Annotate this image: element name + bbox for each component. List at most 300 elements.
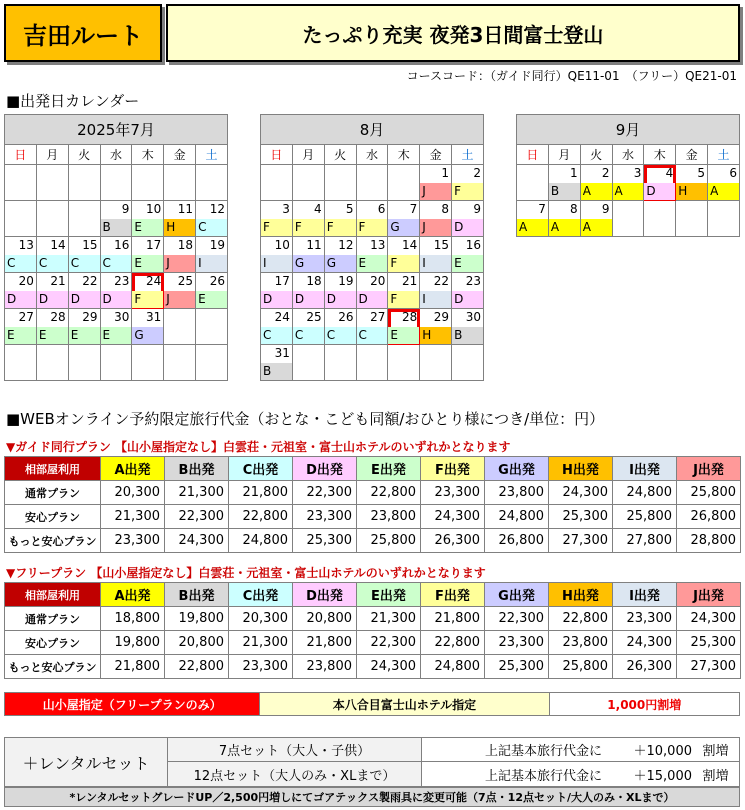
calendar-day[interactable] [132, 309, 164, 345]
price-cell: 24,800 [613, 481, 677, 505]
day-number: 3 [633, 166, 642, 180]
day-number: 11 [306, 238, 322, 252]
departure-code: D [101, 291, 132, 308]
calendar-day [68, 201, 100, 237]
price-cell: 25,800 [549, 655, 613, 679]
calendar-day[interactable] [100, 309, 132, 345]
day-number: 4 [314, 202, 322, 216]
day-number: 22 [433, 274, 450, 288]
departure-code: B [261, 363, 292, 380]
calendar-day [5, 165, 37, 201]
calendar-day [196, 345, 228, 381]
weekday-label: 水 [612, 145, 644, 165]
day-number: 12 [338, 238, 354, 252]
calendar-day[interactable] [517, 201, 549, 237]
day-number: 17 [145, 238, 162, 252]
day-number: 5 [345, 202, 354, 216]
day-number: 2 [473, 166, 481, 180]
departure-code-header: A出発 [101, 583, 165, 607]
calendar-day[interactable] [164, 273, 196, 309]
calendar-day[interactable] [261, 345, 293, 381]
price-cell: 24,800 [229, 529, 293, 553]
price-cell: 23,800 [485, 481, 549, 505]
calendar-day[interactable] [580, 201, 612, 237]
day-number: 27 [18, 310, 34, 324]
day-number: 30 [114, 310, 130, 324]
price-cell: 23,300 [101, 529, 165, 553]
departure-code-header: E出発 [357, 583, 421, 607]
departure-code: D [69, 291, 100, 308]
departure-code: C [261, 327, 292, 344]
calendar-day[interactable] [261, 201, 293, 237]
day-number: 31 [274, 346, 290, 360]
departure-code: F [357, 219, 388, 236]
weekday-label: 日 [5, 145, 37, 165]
day-number: 9 [601, 202, 610, 216]
calendar-day [196, 309, 228, 345]
departure-code: F [325, 219, 356, 236]
departure-code-header: I出発 [613, 583, 677, 607]
calendar-day [132, 165, 164, 201]
hut-option-row [4, 692, 740, 716]
rental-suffix: 割増 [702, 768, 729, 784]
day-number: 28 [50, 310, 66, 324]
day-number: 25 [177, 274, 194, 288]
calendar-day[interactable] [420, 309, 452, 345]
price-cell: 19,800 [101, 631, 165, 655]
departure-code-header: B出発 [165, 457, 229, 481]
price-cell: 21,800 [421, 607, 485, 631]
price-cell: 20,300 [229, 607, 293, 631]
day-number: 14 [401, 238, 418, 252]
price-cell: 21,800 [229, 481, 293, 505]
hut-hotel-name: 本八合目富士山ホテル指定 [260, 693, 549, 715]
departure-code: J [164, 291, 195, 308]
price-cell: 26,300 [421, 529, 485, 553]
price-cell: 21,300 [101, 505, 165, 529]
calendar-day[interactable] [261, 237, 293, 273]
departure-code: H [676, 183, 707, 200]
calendar-day[interactable] [356, 201, 388, 237]
price-cell: 23,300 [293, 505, 357, 529]
rental-set-label: ＋レンタルセット [5, 738, 168, 786]
price-row [5, 529, 741, 553]
departure-code: F [132, 291, 163, 308]
calendar-day[interactable] [132, 237, 164, 273]
day-number: 13 [18, 238, 34, 252]
departure-code: F [388, 255, 419, 272]
departure-code-header: G出発 [485, 583, 549, 607]
calendar-month [260, 114, 484, 381]
calendar-day[interactable] [356, 237, 388, 273]
departure-code: C [196, 219, 227, 236]
day-number: 18 [177, 238, 194, 252]
price-cell: 24,300 [357, 655, 421, 679]
calendar-day[interactable] [196, 201, 228, 237]
calendar-day[interactable] [5, 309, 37, 345]
day-number: 12 [209, 202, 225, 216]
departure-code-header: C出発 [229, 457, 293, 481]
calendar-day[interactable] [292, 273, 324, 309]
calendar-day[interactable] [420, 273, 452, 309]
calendar-day [676, 201, 708, 237]
calendar-day[interactable] [612, 165, 644, 201]
departure-code-header: B出発 [165, 583, 229, 607]
calendar-day [164, 345, 196, 381]
departure-code: E [132, 219, 163, 236]
weekday-label: 火 [68, 145, 100, 165]
calendar-day[interactable] [644, 165, 676, 201]
day-number: 27 [370, 310, 386, 324]
day-number: 15 [82, 238, 98, 252]
weekday-label: 日 [261, 145, 293, 165]
day-number: 4 [665, 166, 674, 180]
price-cell: 21,800 [101, 655, 165, 679]
price-cell: 26,800 [677, 505, 741, 529]
departure-code: C [325, 327, 356, 344]
departure-code-header: J出発 [677, 457, 741, 481]
calendar-day [324, 165, 356, 201]
price-row [5, 655, 741, 679]
price-row [5, 505, 741, 529]
free-price-table [4, 582, 741, 679]
price-cell: 27,300 [677, 655, 741, 679]
departure-code: D [452, 219, 483, 236]
calendar-day[interactable] [68, 237, 100, 273]
departure-code-header: J出発 [677, 583, 741, 607]
calendar-day [36, 165, 68, 201]
calendar-month-title: 2025年7月 [5, 115, 228, 145]
course-code: コースコード：（ガイド同行）QE11-01 （フリー）QE21-01 [406, 69, 737, 83]
price-cell: 24,300 [165, 529, 229, 553]
price-row [5, 631, 741, 655]
calendar-day[interactable] [388, 201, 420, 237]
departure-code: D [5, 291, 36, 308]
weekday-label: 木 [132, 145, 164, 165]
day-number: 25 [306, 310, 322, 324]
departure-code-header: F出発 [421, 583, 485, 607]
plan-label: 通常プラン [5, 607, 101, 631]
price-cell: 22,800 [421, 631, 485, 655]
calendar-day[interactable] [420, 165, 452, 201]
weekday-label: 水 [356, 145, 388, 165]
calendar-day[interactable] [676, 165, 708, 201]
weekday-label: 土 [708, 145, 740, 165]
departure-code: E [5, 327, 36, 344]
price-cell: 22,300 [165, 505, 229, 529]
departure-code-header: D出発 [293, 457, 357, 481]
day-number: 2 [601, 166, 610, 180]
calendar-day[interactable] [452, 201, 484, 237]
price-cell: 24,300 [421, 505, 485, 529]
departure-code: E [69, 327, 100, 344]
price-cell: 24,300 [677, 607, 741, 631]
departure-code: D [293, 291, 324, 308]
calendar-day [420, 345, 452, 381]
weekday-label: 金 [164, 145, 196, 165]
departure-code: B [452, 327, 483, 344]
calendar-day[interactable] [196, 237, 228, 273]
price-cell: 25,300 [485, 655, 549, 679]
calendar-day[interactable] [5, 273, 37, 309]
departure-code: F [293, 219, 324, 236]
departure-code: C [37, 255, 68, 272]
departure-code: A [581, 219, 612, 236]
day-number: 17 [274, 274, 290, 288]
calendar-day[interactable] [388, 273, 420, 309]
price-section-title: ■WEBオンライン予約限定旅行代金（おとな・こども同額/おひとり様につき/単位：円） [6, 410, 605, 428]
calendar-day[interactable] [36, 309, 68, 345]
calendar-day[interactable] [292, 309, 324, 345]
departure-code: E [196, 291, 227, 308]
calendar-day [356, 345, 388, 381]
calendar-day [100, 165, 132, 201]
calendar-month [516, 114, 740, 237]
departure-code: F [388, 291, 419, 308]
departure-code: J [420, 219, 451, 236]
calendar-day[interactable] [132, 273, 164, 309]
day-number: 26 [209, 274, 225, 288]
departure-code: E [101, 327, 132, 344]
departure-code: A [708, 183, 739, 200]
calendar-day[interactable] [68, 273, 100, 309]
departure-code-header: I出発 [613, 457, 677, 481]
price-cell: 22,300 [485, 607, 549, 631]
calendar-day[interactable] [5, 237, 37, 273]
price-cell: 25,800 [613, 505, 677, 529]
calendar-month-title: 9月 [517, 115, 740, 145]
day-number: 1 [570, 166, 578, 180]
departure-code: F [261, 219, 292, 236]
day-number: 22 [82, 274, 98, 288]
departure-code: J [420, 183, 451, 200]
calendar-day[interactable] [452, 273, 484, 309]
departure-code: E [357, 255, 388, 272]
departure-code: D [452, 291, 483, 308]
calendar-day[interactable] [708, 165, 740, 201]
price-cell: 24,800 [421, 655, 485, 679]
price-cell: 22,800 [357, 481, 421, 505]
calendar-day [132, 345, 164, 381]
calendar-day[interactable] [261, 309, 293, 345]
price-cell: 23,300 [485, 631, 549, 655]
departure-code: E [132, 255, 163, 272]
calendar-day [164, 165, 196, 201]
calendar-day[interactable] [452, 237, 484, 273]
day-number: 6 [729, 166, 737, 180]
calendar-day [292, 165, 324, 201]
calendar-day [644, 201, 676, 237]
calendar-day[interactable] [292, 237, 324, 273]
departure-code: G [132, 327, 163, 344]
price-row [5, 481, 741, 505]
calendar-day [388, 165, 420, 201]
calendar-day [708, 201, 740, 237]
calendar-day [196, 165, 228, 201]
departure-code: J [164, 255, 195, 272]
weekday-label: 金 [676, 145, 708, 165]
departure-code: I [420, 255, 451, 272]
departure-code: D [644, 183, 675, 200]
plan-label: もっと安心プラン [5, 529, 101, 553]
day-number: 16 [114, 238, 130, 252]
calendar-day [612, 201, 644, 237]
price-cell: 24,300 [613, 631, 677, 655]
weekday-label: 水 [100, 145, 132, 165]
calendar-day[interactable] [452, 309, 484, 345]
day-number: 24 [145, 274, 162, 288]
price-cell: 26,300 [613, 655, 677, 679]
weekday-label: 月 [548, 145, 580, 165]
calendar-day[interactable] [388, 237, 420, 273]
departure-code: D [357, 291, 388, 308]
rental-name: 12点セット（大人のみ・XLまで） [168, 762, 422, 786]
calendar-day[interactable] [36, 273, 68, 309]
weekday-label: 月 [36, 145, 68, 165]
calendar-day [452, 345, 484, 381]
plan-label: 安心プラン [5, 505, 101, 529]
departure-code: C [5, 255, 36, 272]
departure-code-header: E出発 [357, 457, 421, 481]
departure-code: F [452, 183, 483, 200]
day-number: 10 [274, 238, 290, 252]
price-cell: 26,800 [485, 529, 549, 553]
day-number: 5 [697, 166, 706, 180]
rental-row-7 [168, 738, 739, 762]
rental-text: 上記基本旅行代金に [484, 744, 602, 759]
calendar-day[interactable] [68, 309, 100, 345]
calendar-month [4, 114, 228, 381]
departure-code: C [101, 255, 132, 272]
rental-suffix: 割増 [702, 744, 729, 759]
calendar-day[interactable] [356, 273, 388, 309]
room-type-corner: 相部屋利用 [5, 583, 101, 607]
calendar-day[interactable] [100, 201, 132, 237]
departure-code: I [196, 255, 227, 272]
hut-surcharge: 1,000円割増 [607, 697, 682, 712]
calendar-day[interactable] [324, 273, 356, 309]
price-cell: 24,300 [549, 481, 613, 505]
day-number: 1 [441, 166, 450, 180]
day-number: 14 [50, 238, 66, 252]
calendar-day[interactable] [580, 165, 612, 201]
calendar-day[interactable] [548, 201, 580, 237]
departure-code: A [613, 183, 644, 200]
price-cell: 25,300 [677, 631, 741, 655]
calendar-day[interactable] [100, 273, 132, 309]
calendar-day[interactable] [356, 309, 388, 345]
price-cell: 20,800 [293, 607, 357, 631]
price-cell: 18,800 [101, 607, 165, 631]
calendar-day[interactable] [36, 237, 68, 273]
calendar-day[interactable] [100, 237, 132, 273]
departure-code: G [325, 255, 356, 272]
day-number: 21 [401, 274, 418, 288]
day-number: 11 [177, 202, 194, 216]
price-cell: 27,800 [613, 529, 677, 553]
departure-code-header: H出発 [549, 457, 613, 481]
calendar-day[interactable] [324, 237, 356, 273]
departure-code: I [261, 255, 292, 272]
guided-plan-heading: ▼ガイド同行プラン 【山小屋指定なし】白雲荘・元祖室・富士山ホテルのいずれかとなります [6, 440, 511, 454]
price-cell: 23,300 [229, 655, 293, 679]
calendar-day[interactable] [132, 201, 164, 237]
departure-code: A [517, 219, 548, 236]
rental-amount: ＋15,000 [633, 768, 692, 784]
day-number: 10 [145, 202, 162, 216]
calendar-day[interactable] [420, 201, 452, 237]
calendar-day[interactable] [388, 309, 420, 345]
price-cell: 22,800 [229, 505, 293, 529]
departure-code: H [420, 327, 451, 344]
price-cell: 22,800 [549, 607, 613, 631]
calendar-day [68, 165, 100, 201]
day-number: 8 [441, 202, 450, 216]
departure-code-header: F出発 [421, 457, 485, 481]
price-cell: 23,300 [421, 481, 485, 505]
calendar-day [5, 201, 37, 237]
calendar-day [324, 345, 356, 381]
calendar-day [164, 309, 196, 345]
price-cell: 23,800 [293, 655, 357, 679]
plan-label: もっと安心プラン [5, 655, 101, 679]
day-number: 15 [433, 238, 450, 252]
calendar-day [36, 345, 68, 381]
day-number: 18 [306, 274, 322, 288]
calendar-day[interactable] [164, 237, 196, 273]
day-number: 29 [433, 310, 450, 324]
rental-text: 上記基本旅行代金に [484, 768, 602, 784]
calendar-day[interactable] [196, 273, 228, 309]
day-number: 8 [570, 202, 578, 216]
tour-title: たっぷり充実 夜発3日間富士登山 [166, 4, 740, 62]
calendar-day[interactable] [292, 201, 324, 237]
day-number: 9 [473, 202, 481, 216]
calendar-day [388, 345, 420, 381]
weekday-label: 木 [388, 145, 420, 165]
calendar-day [292, 345, 324, 381]
hut-option-label: 山小屋指定（フリープランのみ） [5, 693, 260, 715]
price-cell: 28,800 [677, 529, 741, 553]
weekday-label: 金 [420, 145, 452, 165]
day-number: 19 [209, 238, 225, 252]
calendar-day[interactable] [548, 165, 580, 201]
weekday-label: 木 [644, 145, 676, 165]
calendar-day [36, 201, 68, 237]
price-cell: 22,300 [357, 631, 421, 655]
calendar-day [68, 345, 100, 381]
price-cell: 22,800 [165, 655, 229, 679]
weekday-label: 土 [452, 145, 484, 165]
calendar-day[interactable] [324, 309, 356, 345]
departure-code-header: D出発 [293, 583, 357, 607]
departure-code: D [261, 291, 292, 308]
rental-amount: ＋10,000 [633, 744, 692, 759]
calendar-day[interactable] [324, 201, 356, 237]
calendar-day[interactable] [452, 165, 484, 201]
free-plan-heading: ▼フリープラン 【山小屋指定なし】白雲荘・元祖室・富士山ホテルのいずれかとなります [6, 566, 486, 580]
calendar-day[interactable] [164, 201, 196, 237]
calendar-day[interactable] [261, 273, 293, 309]
calendar-day[interactable] [420, 237, 452, 273]
weekday-label: 月 [292, 145, 324, 165]
day-number: 29 [82, 310, 98, 324]
calendar-month-title: 8月 [261, 115, 484, 145]
departure-code-header: C出発 [229, 583, 293, 607]
departure-code: D [37, 291, 68, 308]
price-cell: 21,300 [165, 481, 229, 505]
guided-price-table [4, 456, 741, 553]
